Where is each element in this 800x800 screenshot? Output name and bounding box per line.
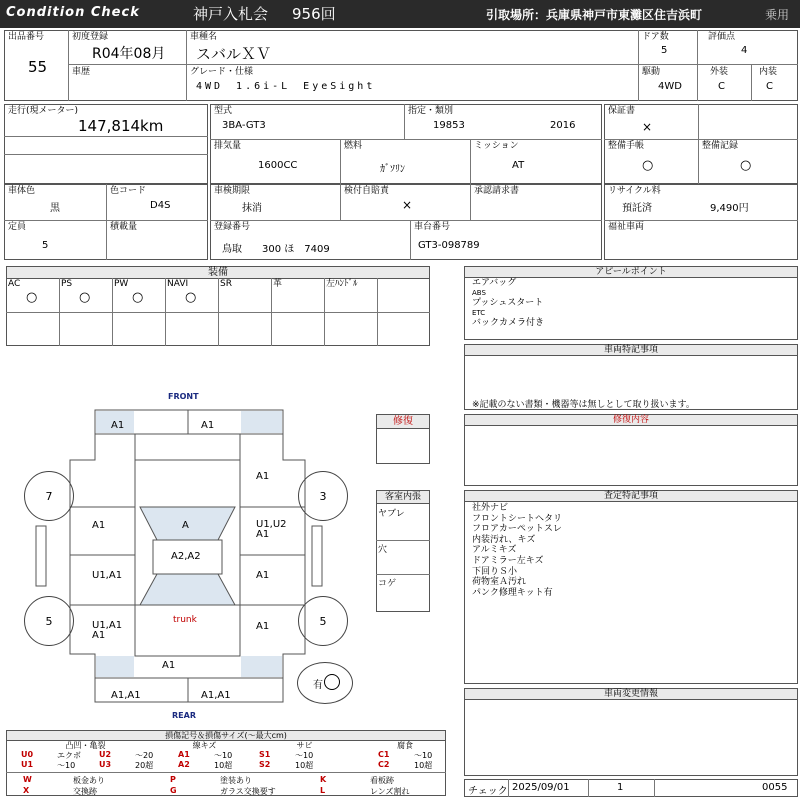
legend-desc: エクボ — [57, 751, 81, 760]
equipment-label: SR — [220, 279, 232, 289]
code-right-quarter: A1 — [256, 621, 270, 632]
legend-code: U1 — [21, 760, 34, 769]
appeal-title: アピールポイント — [465, 267, 797, 278]
special-note: ※記載のない書類・機器等は無しとして取り扱います。 — [472, 400, 695, 410]
code-roof: A — [182, 520, 189, 531]
code-left-rear-door: U1,A1 — [92, 570, 123, 581]
legend-desc: ～10 — [295, 751, 314, 760]
spare-label: 有 — [313, 679, 323, 691]
changes-title: 車両変更情報 — [465, 689, 797, 700]
spare-icon — [324, 674, 340, 690]
chassis-value: GT3-098789 — [418, 240, 480, 251]
legend-group: 凸凹・亀裂 — [65, 741, 106, 750]
code-right-fender: A1 — [256, 471, 270, 482]
inspection-value: 抹消 — [242, 203, 262, 214]
color-code-value: D4S — [150, 200, 171, 211]
legend-code: C1 — [378, 750, 390, 759]
assessment-item: フロントシートヘタリ — [472, 513, 563, 524]
code-right-rear-door: A1 — [256, 570, 270, 581]
appeal-item: プッシュスタート — [472, 298, 544, 308]
trunk-label: trunk — [173, 615, 197, 625]
tire-front-right: 3 — [298, 471, 348, 521]
legend-desc: 看板跡 — [370, 776, 394, 785]
tire-front-left: 7 — [24, 471, 74, 521]
legend-group: 腐食 — [397, 741, 413, 750]
fuel-label: 燃料 — [344, 141, 363, 151]
assessment-item: 下回りＳ小 — [472, 566, 518, 577]
appeal-item: バックカメラ付き — [472, 318, 545, 328]
assessment-item: 荷物室Ａ汚れ — [472, 577, 527, 588]
legend-desc: 板金あり — [73, 776, 105, 785]
designation-value: 19853 — [433, 120, 465, 131]
color-value: 黒 — [50, 203, 60, 214]
legend-code: S2 — [259, 760, 271, 769]
exterior-label: 外装 — [710, 67, 729, 77]
equipment-mark: ○ — [185, 290, 197, 305]
tire-rear-left: 5 — [24, 596, 74, 646]
legend-desc: ～10 — [57, 761, 76, 770]
assessment-item: フロアカーペットスレ — [472, 524, 562, 535]
assessment-list — [472, 503, 772, 598]
model-label: 車種名 — [190, 32, 218, 42]
rear-label: REAR — [172, 711, 196, 720]
cabin-item: 穴 — [378, 545, 388, 555]
legend-group: 線キズ — [192, 741, 217, 750]
tire-rear-right: 5 — [298, 596, 348, 646]
plate-value: 鳥取 300 ほ 7409 — [222, 244, 330, 255]
displacement-label: 排気量 — [214, 141, 242, 151]
legend-desc: 交換跡 — [73, 787, 97, 796]
cabin-item: ヤブレ — [378, 509, 405, 519]
special-title: 車両特記事項 — [465, 345, 797, 356]
legend-code: U2 — [99, 750, 112, 759]
legend-code: U0 — [21, 750, 34, 759]
warranty-value: × — [642, 120, 653, 134]
approval-label: 承認請求書 — [474, 186, 520, 196]
recycle-label: リサイクル料 — [608, 186, 661, 196]
load-label: 積載量 — [110, 222, 138, 232]
cabin-item: コゲ — [378, 579, 397, 589]
inspection-label: 車検期限 — [214, 186, 251, 196]
displacement-value: 1600CC — [258, 160, 298, 171]
legend-desc: ガラス交換要す — [220, 787, 276, 796]
legend-desc: 10超 — [214, 761, 233, 770]
appeal-item: エアバッグ — [472, 278, 517, 288]
classification-value: 2016 — [550, 120, 576, 131]
front-label: FRONT — [168, 392, 199, 401]
legend-desc: 10超 — [295, 761, 314, 770]
equipment-label: 革 — [273, 279, 283, 289]
warranty-label: 保証書 — [608, 106, 636, 116]
legend-desc: ～20 — [135, 751, 154, 760]
equipment-label: PW — [114, 279, 129, 289]
code-rear-bumper-left: A1,A1 — [111, 690, 141, 701]
recycle-status: 預託済 — [622, 203, 652, 214]
legend-code: A2 — [178, 760, 190, 769]
code-rear-panel: A1 — [162, 660, 176, 671]
equipment-label: NAVI — [167, 279, 189, 289]
cabin-title: 客室内張 — [377, 491, 429, 504]
code-left-front-door: A1 — [92, 520, 106, 531]
welfare-label: 福祉車両 — [608, 222, 645, 232]
equipment-label: PS — [61, 279, 73, 289]
capacity-label: 定員 — [8, 222, 27, 232]
appeal-list — [472, 278, 772, 328]
color-label: 車体色 — [8, 186, 36, 196]
assessment-item: パンク修理キット有 — [472, 587, 553, 598]
assessment-item: 社外ナビ — [472, 503, 509, 513]
assessment-item: ドアミラー左キズ — [472, 555, 544, 566]
legend-code: W — [23, 775, 32, 784]
pickup-location: 引取場所：兵庫県神戸市東灘区住吉浜町 — [486, 8, 703, 22]
changes-box — [464, 688, 798, 776]
assessment-title: 査定特記事項 — [465, 491, 797, 502]
lot-label: 出品番号 — [8, 32, 45, 42]
type-label: 型式 — [214, 106, 233, 116]
maint-record-value: ○ — [740, 158, 752, 173]
chassis-label: 車台番号 — [414, 222, 451, 232]
check-count: 1 — [617, 782, 624, 793]
legend-desc: 10超 — [414, 761, 433, 770]
legend-code: P — [170, 775, 176, 784]
score-value: 4 — [741, 45, 748, 56]
check-label: チェック — [468, 786, 508, 797]
header-title-en: Condition Check — [6, 5, 140, 20]
mission-value: AT — [512, 160, 525, 171]
legend-desc: ～10 — [214, 751, 233, 760]
exterior-value: C — [718, 81, 725, 92]
maint-book-label: 整備手帳 — [608, 141, 645, 151]
type-value: 3BA-GT3 — [222, 120, 266, 131]
category: 乗用 — [765, 8, 790, 22]
legend-code: K — [320, 775, 327, 784]
capacity-value: 5 — [42, 240, 49, 251]
interior-value: C — [766, 81, 773, 92]
legend-title: 損傷記号＆損傷サイズ(～最大cm) — [7, 731, 445, 741]
first-reg: R04年08月 — [92, 46, 166, 62]
legend-desc: 塗装あり — [220, 776, 252, 785]
maint-record-label: 整備記録 — [702, 141, 739, 151]
code-cabin-center: A2,A2 — [171, 551, 201, 562]
color-code-label: 色コード — [110, 186, 147, 196]
code-rear-bumper-right: A1,A1 — [201, 690, 231, 701]
recycle-fee: 9,490円 — [710, 203, 749, 214]
check-date: 2025/09/01 — [512, 782, 570, 793]
drive-label: 駆動 — [642, 67, 661, 77]
legend-code: G — [170, 786, 177, 795]
appeal-item: ABS — [472, 289, 486, 297]
code-front-left: A1 — [111, 420, 125, 431]
code-right-front-door: U1,U2 A1 — [256, 519, 287, 540]
legend-code: L — [320, 786, 326, 795]
first-reg-label: 初度登録 — [72, 32, 109, 42]
certificate-value: × — [402, 198, 413, 212]
equipment-label: AC — [8, 279, 21, 289]
mileage-value: 147,814km — [78, 117, 164, 135]
grade-label: グレード・仕様 — [190, 67, 254, 77]
grade-value: 4WD 1.6i-L EyeSight — [196, 81, 376, 92]
assessment-item: 内装汚れ、キズ — [472, 534, 536, 545]
legend-code: U3 — [99, 760, 112, 769]
maint-book-value: ○ — [642, 158, 654, 173]
legend-desc: レンズ割れ — [370, 787, 410, 796]
history-label: 車歴 — [72, 67, 91, 77]
legend-code: S1 — [259, 750, 271, 759]
interior-label: 内装 — [759, 67, 778, 77]
certificate-label: 検付自賠責 — [344, 186, 390, 196]
assessment-item: アルミキズ — [472, 545, 517, 556]
lot-number: 55 — [28, 58, 48, 76]
score-label: 評価点 — [708, 32, 736, 42]
designation-label: 指定・類別 — [408, 106, 454, 116]
legend-code: C2 — [378, 760, 390, 769]
mission-label: ミッション — [474, 141, 519, 151]
doors-label: ドア数 — [642, 32, 669, 42]
legend-desc: ～10 — [414, 751, 433, 760]
equipment-mark: ○ — [79, 290, 91, 305]
plate-label: 登録番号 — [214, 222, 251, 232]
legend-group: サビ — [296, 741, 313, 750]
equipment-mark: ○ — [132, 290, 144, 305]
code-left-quarter: U1,A1 A1 — [92, 620, 123, 641]
appeal-item: ETC — [472, 309, 486, 317]
check-id: 0055 — [762, 782, 788, 793]
auction-name: 神戸入札会 — [193, 5, 269, 23]
auction-number: 956回 — [292, 5, 336, 23]
model-name: スバルＸＶ — [196, 45, 272, 63]
legend-desc: 20超 — [135, 761, 154, 770]
drive-value: 4WD — [658, 81, 682, 92]
legend-code: X — [23, 786, 30, 795]
doors-value: 5 — [661, 45, 668, 56]
fuel-value: ｶﾞｿﾘﾝ — [380, 164, 405, 175]
equipment-title: 装備 — [7, 267, 429, 279]
code-front-right: A1 — [201, 420, 215, 431]
repair-label: 修復 — [377, 415, 429, 429]
legend-code: A1 — [178, 750, 190, 759]
equipment-label: 左ﾊﾝﾄﾞﾙ — [326, 279, 358, 289]
repair-content-title: 修復内容 — [465, 415, 797, 426]
mileage-label: 走行(現メーター) — [8, 106, 79, 116]
equipment-mark: ○ — [26, 290, 38, 305]
